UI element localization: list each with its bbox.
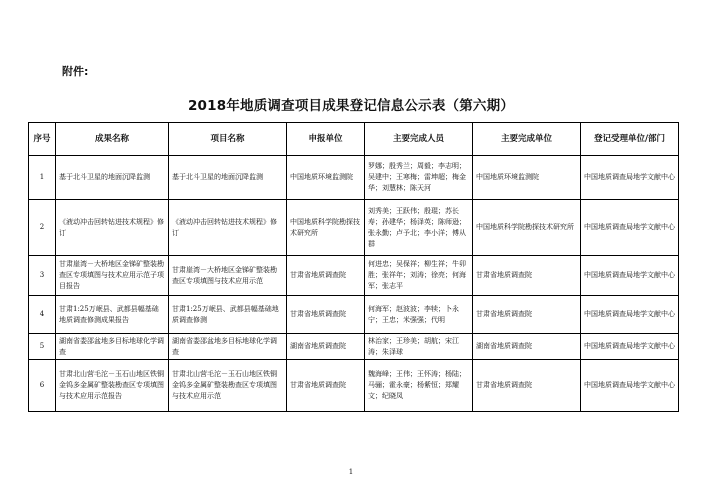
results-table <box>28 122 679 412</box>
row-project-name: 《液动冲击回转钻进技术规程》修订 <box>169 200 287 256</box>
row-registrar: 中国地质调查局地学文献中心 <box>581 296 679 334</box>
row-registrar: 中国地质调查局地学文献中心 <box>581 256 679 296</box>
row-registrar: 中国地质调查局地学文献中心 <box>581 156 679 200</box>
row-personnel: 刘秀美；王跃伟；殷琨；苏长寿；孙建华；杨泽英；陈师逊；张永勤；卢予北；李小洋；傅从群 <box>365 200 473 256</box>
attachment-label: 附件: <box>62 65 89 78</box>
row-project-name: 湖南省娄邵盆地多目标地球化学调查 <box>169 334 287 360</box>
row-personnel: 林治家；王珍美；胡航；宋江涛；朱泽球 <box>365 334 473 360</box>
row-personnel: 魏海峰；王伟；王怀涛；杨陆；马骊；霍永豪；杨紫恒；郑耀文；纪晓凤 <box>365 360 473 412</box>
header-unit: 主要完成单位 <box>473 123 581 156</box>
row-project-name: 基于北斗卫星的地面沉降监测 <box>169 156 287 200</box>
row-unit: 甘肃省地质调查院 <box>473 360 581 412</box>
row-project-name: 甘肃崖湾－大桥地区金锑矿整装勘查区专项填图与技术应用示范 <box>169 256 287 296</box>
row-result-name: 基于北斗卫星的地面沉降监测 <box>56 156 169 200</box>
table-row <box>29 334 679 360</box>
table-row <box>29 200 679 256</box>
row-applicant: 甘肃省地质调查院 <box>287 256 365 296</box>
row-unit: 甘肃省地质调查院 <box>473 256 581 296</box>
page-number: 1 <box>348 468 354 476</box>
header-project-name: 项目名称 <box>169 123 287 156</box>
row-result-name: 甘肃北山营毛沱－玉石山地区铁铜金钨多金属矿整装勘查区专项填图与技术应用示范报告 <box>56 360 169 412</box>
table-row <box>29 360 679 412</box>
row-applicant: 湖南省地质调查院 <box>287 334 365 360</box>
row-result-name: 湖南省娄邵盆地多目标地球化学调查 <box>56 334 169 360</box>
row-unit: 湖南省地质调查院 <box>473 334 581 360</box>
row-unit: 中国地质科学院勘探技术研究所 <box>473 200 581 256</box>
header-index: 序号 <box>29 123 56 156</box>
row-registrar: 中国地质调查局地学文献中心 <box>581 360 679 412</box>
row-project-name: 甘肃北山营毛沱－玉石山地区铁铜金钨多金属矿整装勘查区专项填图与技术应用示范 <box>169 360 287 412</box>
row-personnel: 何海军；赵波波；李犊；卜永宁；王忠；米强强；代明 <box>365 296 473 334</box>
row-result-name: 《液动冲击回转钻进技术规程》修订 <box>56 200 169 256</box>
row-index: 4 <box>29 296 56 334</box>
header-registrar: 登记受理单位/部门 <box>581 123 679 156</box>
table-row <box>29 296 679 334</box>
row-personnel: 何进忠；吴保祥；柳生祥；牛卯胜；张祥年；刘涛；徐亮；何海军；张志平 <box>365 256 473 296</box>
row-unit: 中国地质环境监测院 <box>473 156 581 200</box>
header-result-name: 成果名称 <box>56 123 169 156</box>
row-personnel: 罗娜；殷秀兰；周毅；李志明；吴建中；王寒梅；雷坤超；梅金华；刘慧林；陈天河 <box>365 156 473 200</box>
table-header-row <box>29 123 679 156</box>
row-registrar: 中国地质调查局地学文献中心 <box>581 334 679 360</box>
row-index: 1 <box>29 156 56 200</box>
header-personnel: 主要完成人员 <box>365 123 473 156</box>
row-result-name: 甘肃1:25万岷县、武都县幅基础地质调查修测成果报告 <box>56 296 169 334</box>
row-index: 3 <box>29 256 56 296</box>
document-title: 2018年地质调查项目成果登记信息公示表（第六期） <box>187 98 515 114</box>
row-applicant: 甘肃省地质调查院 <box>287 360 365 412</box>
row-project-name: 甘肃1:25万岷县、武都县幅基础地质调查修测 <box>169 296 287 334</box>
row-index: 2 <box>29 200 56 256</box>
row-applicant: 甘肃省地质调查院 <box>287 296 365 334</box>
row-registrar: 中国地质调查局地学文献中心 <box>581 200 679 256</box>
table-row <box>29 156 679 200</box>
row-index: 6 <box>29 360 56 412</box>
row-applicant: 中国地质科学院勘探技术研究所 <box>287 200 365 256</box>
row-result-name: 甘肃崖湾－大桥地区金锑矿整装勘查区专项填图与技术应用示范子项目报告 <box>56 256 169 296</box>
row-index: 5 <box>29 334 56 360</box>
row-unit: 甘肃省地质调查院 <box>473 296 581 334</box>
header-applicant: 申报单位 <box>287 123 365 156</box>
row-applicant: 中国地质环境监测院 <box>287 156 365 200</box>
table-row <box>29 256 679 296</box>
